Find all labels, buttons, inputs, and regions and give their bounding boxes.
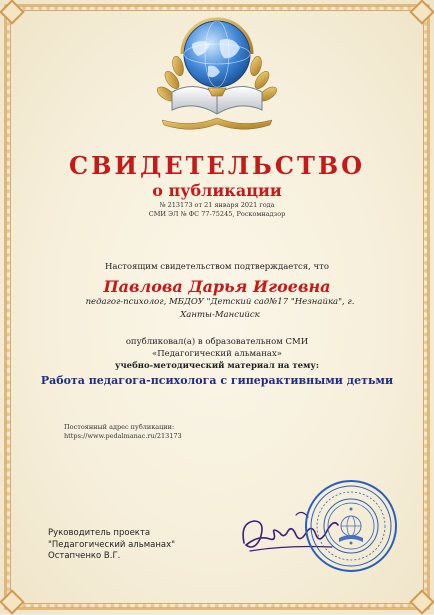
signer-block: [48, 528, 175, 563]
certificate-subtitle: о публикации: [152, 181, 282, 200]
smi-registration: СМИ ЭЛ № ФС 77-75245, Роскомнадзор: [148, 210, 286, 218]
published-line: опубликовал(а) в образовательном СМИ: [125, 337, 309, 347]
address-url[interactable]: https://www.pedalmanac.ru/213173: [64, 432, 182, 440]
publication-topic: Работа педагога-психолога с гиперактивными детьми: [40, 374, 394, 387]
round-seal-icon: [303, 478, 399, 574]
certificate-title: СВИДЕТЕЛЬСТВО: [68, 151, 366, 180]
confirm-text: Настоящим свидетельством подтверждается, что: [104, 262, 329, 272]
recipient-name: Павлова Дарья Игоевна: [103, 277, 331, 296]
signer-project: "Педагогический альманах": [48, 539, 176, 550]
recipient-position: педагог-психолог, МБДОУ "Детский сад№17 "Незнайка", г. Ханты-Мансийск: [85, 297, 355, 320]
globe-on-book-icon: [142, 10, 292, 135]
material-line: учебно-методический материал на тему:: [115, 361, 319, 371]
media-name: «Педагогический альманах»: [152, 349, 282, 359]
signer-role: Руководитель проекта: [48, 528, 151, 538]
certificate-number: № 213173 от 21 января 2021 года: [159, 201, 275, 209]
signer-name: Остапченко В.Г.: [48, 551, 121, 561]
address-label: Постоянный адрес публикации:: [64, 423, 175, 431]
